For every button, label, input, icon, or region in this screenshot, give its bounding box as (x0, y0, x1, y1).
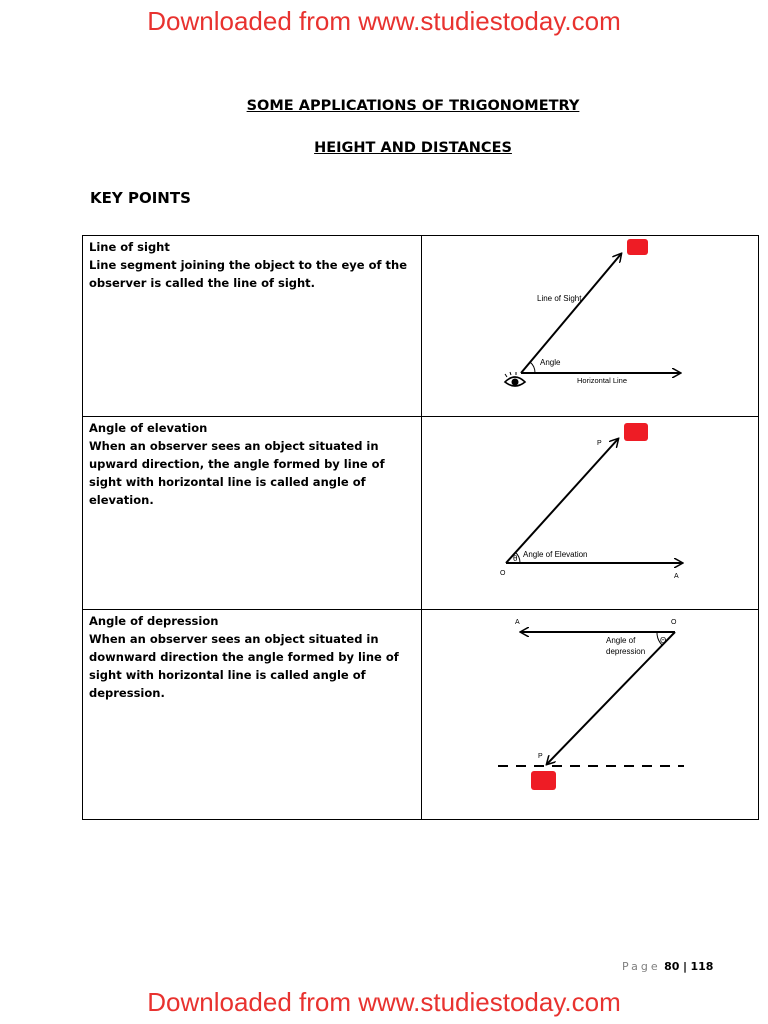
object-marker (624, 423, 648, 441)
theta-symbol: Θ (660, 636, 667, 645)
line-of-sight-label: Line of Sight (537, 294, 582, 303)
page-footer (622, 960, 713, 973)
object-marker (627, 239, 648, 255)
object-marker (531, 771, 556, 790)
line-of-sight-diagram (422, 236, 758, 411)
table-row (83, 236, 759, 417)
line-of-sight-arrow (521, 254, 621, 373)
figure-cell (422, 236, 759, 417)
term-line-of-sight: Line of sight (89, 240, 170, 254)
point-a-label: A (515, 619, 520, 626)
definition-text: Line segment joining the object to the eye of the observer is called the line of sight. (89, 258, 408, 290)
key-points-heading: KEY POINTS (90, 189, 191, 207)
page-separator: | (682, 960, 687, 973)
angle-of-depression-label-line1: Angle of (606, 636, 636, 645)
table-row (83, 417, 759, 610)
definition-cell (83, 417, 422, 610)
angle-label: Angle (540, 358, 561, 367)
point-a-label: A (674, 573, 679, 580)
definition-cell (83, 236, 422, 417)
page-subtitle: HEIGHT AND DISTANCES (314, 140, 512, 156)
term-angle-of-elevation: Angle of elevation (89, 421, 208, 435)
horizontal-line-label: Horizontal Line (577, 376, 628, 385)
point-o-label: O (500, 570, 506, 577)
watermark-bottom: Downloaded from www.studiestoday.com (147, 987, 621, 1017)
page-number: 80 (664, 960, 680, 973)
total-pages: 118 (690, 960, 714, 973)
eye-icon (505, 372, 525, 386)
definition-cell (83, 610, 422, 820)
angle-of-elevation-diagram (422, 417, 758, 604)
key-points-table (82, 235, 759, 820)
point-o-label: O (671, 619, 677, 626)
angle-arc (530, 362, 535, 373)
term-angle-of-depression: Angle of depression (89, 614, 219, 628)
angle-of-elevation-label: Angle of Elevation (523, 550, 588, 559)
theta-symbol: θ (513, 554, 518, 563)
page-title: SOME APPLICATIONS OF TRIGONOMETRY (246, 98, 580, 114)
point-p-label: P (538, 753, 543, 760)
angle-of-depression-diagram (422, 610, 758, 814)
definition-text: When an observer sees an object situated in upward direction, the angle formed by line of sight with horizontal line is called angle of elevation. (89, 439, 385, 507)
point-p-label: P (597, 440, 602, 447)
definition-text: When an observer sees an object situated in downward direction the angle formed by line of sight with horizontal line is called angle of depression. (89, 632, 399, 700)
page-word: Page (622, 960, 661, 973)
watermark-top: Downloaded from www.studiestoday.com (147, 6, 621, 36)
table-row (83, 610, 759, 820)
angle-of-depression-label-line2: depression (606, 647, 646, 656)
figure-cell (422, 417, 759, 610)
line-of-sight-arrow (506, 439, 618, 563)
figure-cell (422, 610, 759, 820)
